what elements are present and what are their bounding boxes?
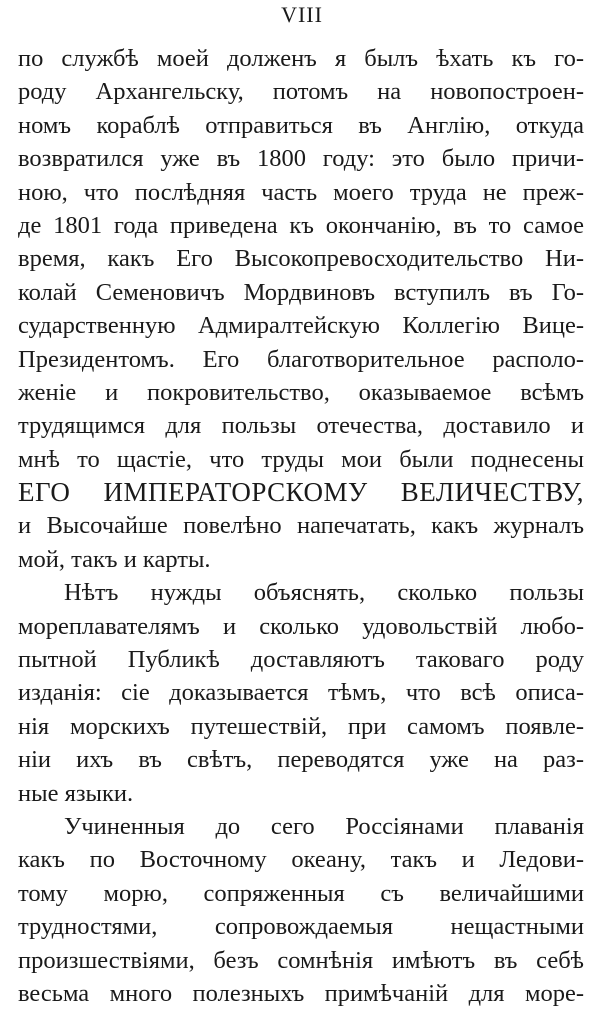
- page-number: VIII: [281, 2, 323, 27]
- text-line: какъ по Восточному океану, такъ и Ледови-: [18, 846, 584, 874]
- text-line: по службѣ моей долженъ я былъ ѣхать къ го-: [18, 45, 584, 72]
- text-line: произшествіями, безъ сомнѣнія имѣютъ въ себѣ: [18, 946, 584, 974]
- text-line: нія морскихъ путешествій, при самомъ появле-: [18, 712, 584, 740]
- text-line: мой, такъ и карты.: [18, 545, 211, 573]
- text-line: трудностями, сопровождаемыя нещастными: [18, 913, 584, 941]
- text-line: время, какъ Его Высокопревосходительство Ни-: [18, 245, 584, 273]
- paragraph-start: Учиненныя до сего Россіянами плаванія: [64, 812, 584, 840]
- body-text: [18, 42, 584, 1010]
- text-line: сударственную Адмиралтейскую Коллегію Вице-: [18, 312, 584, 340]
- text-line: де 1801 года приведена къ окончанію, въ то самое: [18, 211, 584, 239]
- text-line: возвратился уже въ 1800 году: это было причи-: [18, 145, 584, 173]
- text-line: ніи ихъ въ свѣтъ, переводятся уже на раз-: [18, 746, 584, 774]
- text-line: изданія: сіе доказывается тѣмъ, что всѣ описа-: [18, 679, 584, 707]
- text-line: колай Семеновичъ Мордвиновъ вступилъ въ Го-: [18, 278, 584, 306]
- text-line: ною, что послѣдняя часть моего труда не преж-: [18, 178, 584, 206]
- text-line: тому морю, сопряженныя съ величайшими: [18, 879, 584, 907]
- text-line: мнѣ то щастіе, что труды мои были поднесены: [18, 445, 584, 473]
- text-line: номъ кораблѣ отправиться въ Англію, откуда: [18, 111, 584, 139]
- paragraph-start: Нѣтъ нужды объяснять, сколько пользы: [64, 579, 584, 607]
- text-line: и Высочайше повелѣно напечатать, какъ журналъ: [18, 512, 584, 540]
- text-line: мореплавателямъ и сколько удовольствій любо-: [18, 612, 584, 640]
- text-line: пытной Публикѣ доставляютъ таковаго роду: [18, 646, 584, 674]
- text-line: женіе и покровительство, оказываемое всѣмъ: [18, 378, 584, 406]
- text-line: трудящимся для пользы отечества, доставило и: [18, 412, 584, 440]
- text-line: весьма много полезныхъ примѣчаній для море-: [18, 979, 584, 1007]
- text-line: роду Архангельску, потомъ на новопостроен-: [18, 78, 584, 106]
- text-line: ные языки.: [18, 779, 134, 807]
- text-line: Президентомъ. Его благотворительное располо-: [18, 345, 584, 373]
- emphasized-line: ЕГО ИМПЕРАТОРСКОМУ ВЕЛИЧЕСТВУ,: [18, 477, 584, 508]
